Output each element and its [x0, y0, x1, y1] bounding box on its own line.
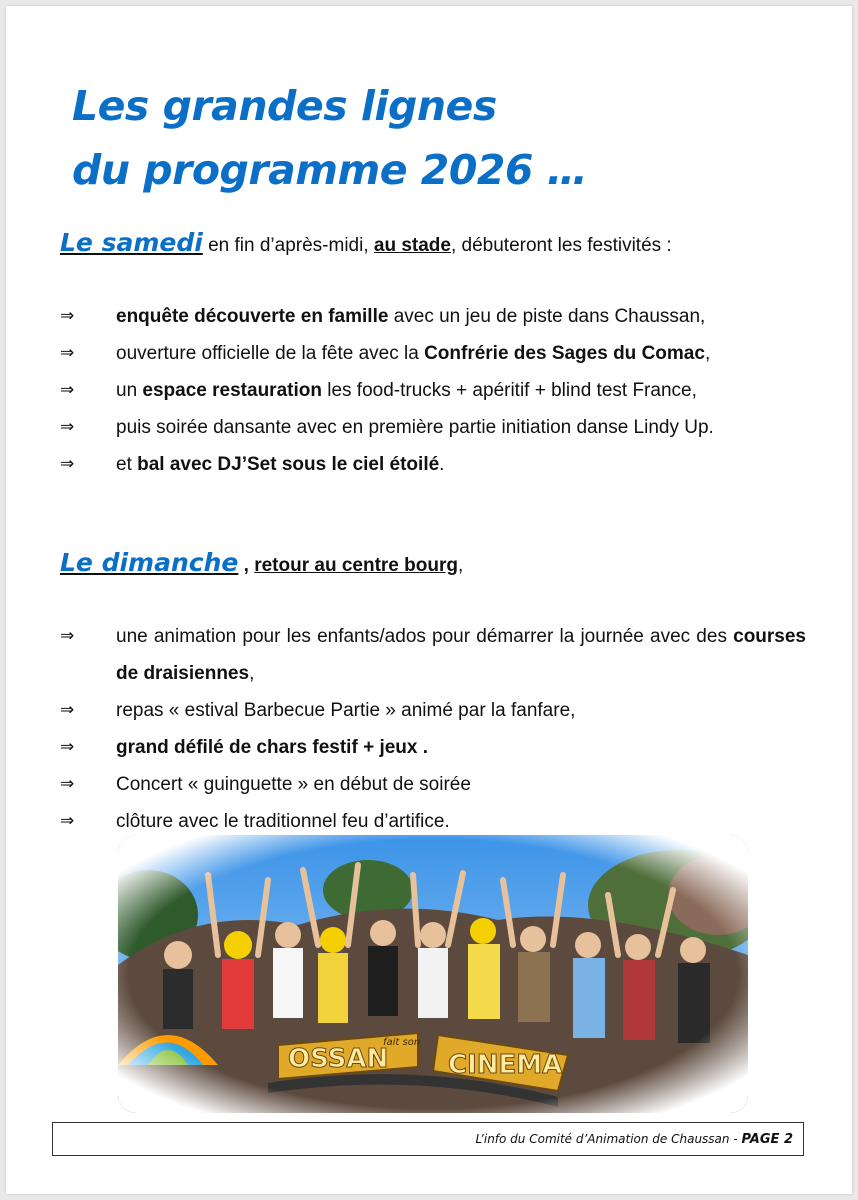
- sunday-place: retour au centre bourg: [254, 555, 458, 576]
- arrow-icon: ⇒: [60, 626, 75, 646]
- title-line-2: du programme 2026 …: [72, 146, 588, 194]
- list-item: ⇒ repas « estival Barbecue Partie » animé par la fanfare,: [60, 692, 806, 729]
- saturday-intro-a: en fin d’après-midi,: [202, 235, 374, 256]
- list-item: ⇒ ouverture officielle de la fête avec la Confrérie des Sages du Comac,: [60, 335, 806, 372]
- arrow-icon: ⇒: [60, 700, 75, 720]
- saturday-heading: [60, 228, 672, 257]
- list-item: ⇒ un espace restauration les food-trucks + apéritif + blind test France,: [60, 372, 806, 409]
- list-item: ⇒ une animation pour les enfants/ados pour démarrer la journée avec des courses de draisiennes,: [60, 618, 806, 692]
- saturday-list: [60, 298, 806, 483]
- document-page: [6, 6, 852, 1194]
- group-photo: [118, 835, 748, 1113]
- saturday-place: au stade: [373, 235, 451, 256]
- sunday-day-label: Le dimanche: [60, 548, 239, 577]
- sunday-intro-a: ,: [238, 555, 255, 576]
- title-line-1: Les grandes lignes: [72, 82, 497, 130]
- list-item: ⇒ Concert « guinguette » en début de soirée: [60, 766, 806, 803]
- footer-text: L’info du Comité d’Animation de Chaussan -: [475, 1132, 742, 1146]
- sunday-list: [60, 618, 806, 840]
- arrow-icon: ⇒: [60, 737, 75, 757]
- page-number: PAGE 2: [741, 1132, 793, 1147]
- arrow-icon: ⇒: [60, 811, 75, 831]
- list-item: ⇒ et bal avec DJ’Set sous le ciel étoilé.: [60, 446, 806, 483]
- group-photo-illustration: [118, 835, 748, 1113]
- arrow-icon: ⇒: [60, 454, 75, 474]
- saturday-day-label: Le samedi: [60, 228, 203, 257]
- sunday-heading: [60, 548, 463, 577]
- list-item: ⇒ clôture avec le traditionnel feu d’artifice.: [60, 803, 806, 840]
- list-item: ⇒ grand défilé de chars festif + jeux .: [60, 729, 806, 766]
- page-footer: [52, 1122, 804, 1156]
- arrow-icon: ⇒: [60, 774, 75, 794]
- list-item: ⇒ enquête découverte en famille avec un jeu de piste dans Chaussan,: [60, 298, 806, 335]
- arrow-icon: ⇒: [60, 306, 75, 326]
- arrow-icon: ⇒: [60, 417, 75, 437]
- arrow-icon: ⇒: [60, 343, 75, 363]
- sunday-intro-b: ,: [457, 555, 464, 576]
- page-title: [72, 74, 587, 202]
- arrow-icon: ⇒: [60, 380, 75, 400]
- saturday-intro-b: , débuteront les festivités :: [450, 235, 672, 256]
- list-item: ⇒ puis soirée dansante avec en première partie initiation danse Lindy Up.: [60, 409, 806, 446]
